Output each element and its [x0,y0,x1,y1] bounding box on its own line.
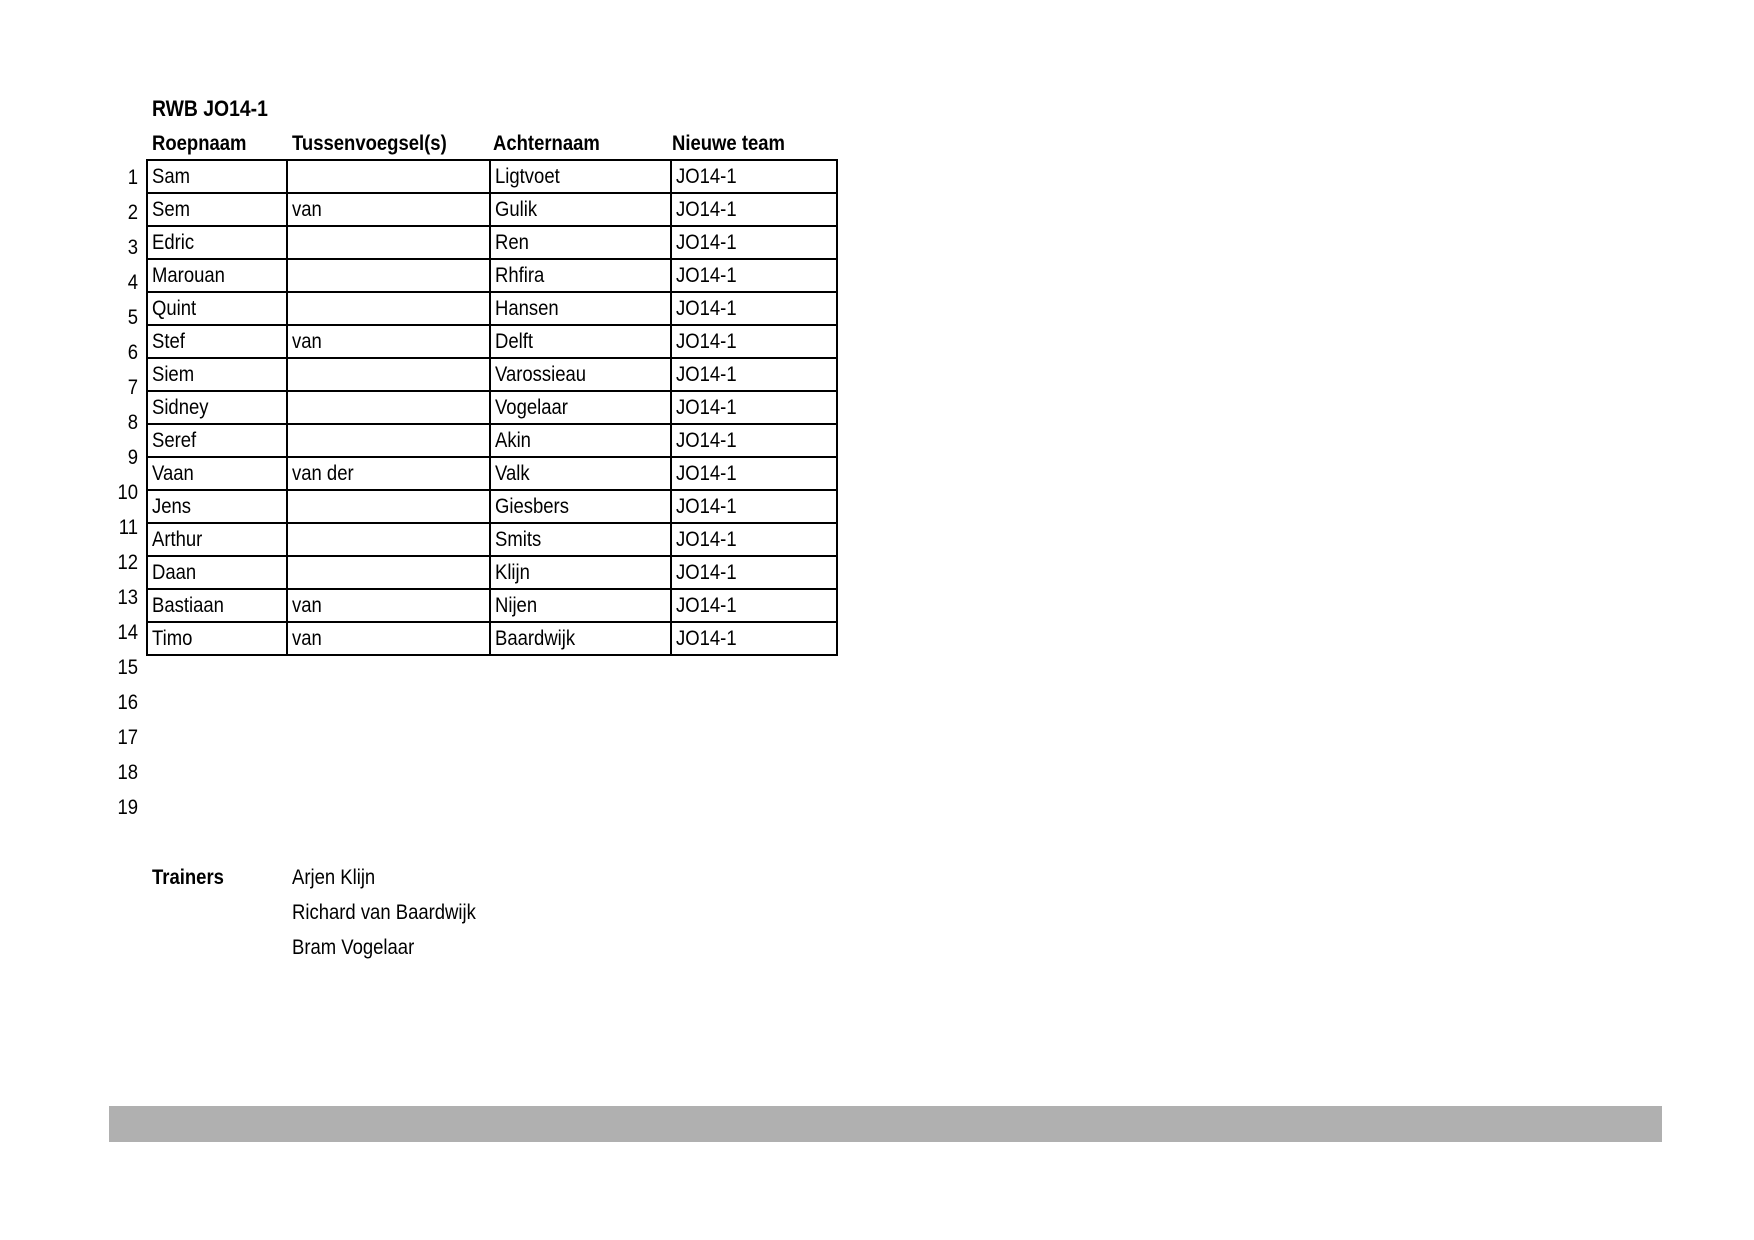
cell-roepnaam-text: Daan [152,561,197,584]
footer-bar [109,1106,1662,1142]
cell-achternaam-text: Ren [495,231,529,254]
cell-nieuwe-team [671,457,837,490]
cell-tussenvoegsel [287,226,490,259]
cell-tussenvoegsel-text: van [292,627,322,650]
row-number: 14 [117,621,138,644]
cell-roepnaam [147,259,287,292]
trainer-name: Arjen Klijn [292,866,376,889]
cell-nieuwe-team [671,391,837,424]
cell-achternaam-text: Nijen [495,594,538,617]
cell-roepnaam [147,490,287,523]
cell-roepnaam [147,226,287,259]
cell-achternaam-text: Vogelaar [495,396,568,419]
cell-achternaam [490,457,671,490]
cell-roepnaam-text: Siem [152,363,195,386]
cell-roepnaam-text: Bastiaan [152,594,224,617]
cell-achternaam [490,424,671,457]
table-row [147,193,837,226]
cell-roepnaam-text: Edric [152,231,195,254]
cell-achternaam-text: Klijn [495,561,530,584]
table-row [147,325,837,358]
row-number: 16 [117,691,138,714]
cell-roepnaam-text: Jens [152,495,192,518]
cell-tussenvoegsel [287,193,490,226]
sheet-title: RWB JO14-1 [152,96,268,121]
cell-achternaam-text: Giesbers [495,495,569,518]
table-row [147,424,837,457]
table-row [147,292,837,325]
cell-nieuwe-team [671,622,837,655]
row-number: 13 [117,586,138,609]
row-number: 10 [117,481,138,504]
cell-achternaam-text: Delft [495,330,534,353]
cell-tussenvoegsel-text: van [292,198,322,221]
cell-tussenvoegsel [287,490,490,523]
cell-nieuwe-team-text: JO14-1 [676,429,737,452]
cell-roepnaam-text: Sem [152,198,191,221]
cell-tussenvoegsel-text: van [292,594,322,617]
cell-tussenvoegsel [287,391,490,424]
column-header-achternaam: Achternaam [493,132,600,155]
trainers-label: Trainers [152,866,224,889]
cell-nieuwe-team-text: JO14-1 [676,528,737,551]
row-number: 17 [117,726,138,749]
trainer-name: Richard van Baardwijk [292,901,476,924]
cell-roepnaam-text: Vaan [152,462,194,485]
row-number: 2 [127,201,138,224]
cell-tussenvoegsel [287,160,490,193]
row-number: 5 [127,306,138,329]
cell-roepnaam [147,292,287,325]
table-row [147,391,837,424]
cell-roepnaam [147,622,287,655]
cell-achternaam-text: Rhfira [495,264,545,287]
table-row [147,589,837,622]
cell-tussenvoegsel-text: van der [292,462,354,485]
table-row [147,622,837,655]
cell-nieuwe-team-text: JO14-1 [676,198,737,221]
cell-nieuwe-team [671,226,837,259]
cell-tussenvoegsel [287,424,490,457]
cell-achternaam [490,358,671,391]
cell-achternaam-text: Ligtvoet [495,165,560,188]
row-number: 7 [127,376,138,399]
cell-nieuwe-team [671,556,837,589]
cell-achternaam-text: Valk [495,462,530,485]
cell-tussenvoegsel [287,589,490,622]
cell-nieuwe-team-text: JO14-1 [676,561,737,584]
row-number: 3 [127,236,138,259]
player-table [146,159,838,656]
row-number: 8 [127,411,138,434]
column-header-tussenvoegsel: Tussenvoegsel(s) [292,132,447,155]
cell-roepnaam [147,193,287,226]
cell-roepnaam-text: Arthur [152,528,203,551]
cell-nieuwe-team [671,193,837,226]
cell-achternaam [490,391,671,424]
row-number: 12 [117,551,138,574]
cell-nieuwe-team-text: JO14-1 [676,231,737,254]
cell-roepnaam [147,457,287,490]
cell-nieuwe-team [671,292,837,325]
cell-nieuwe-team [671,589,837,622]
cell-roepnaam [147,556,287,589]
cell-tussenvoegsel [287,358,490,391]
cell-achternaam-text: Akin [495,429,531,452]
cell-roepnaam [147,325,287,358]
cell-tussenvoegsel-text: van [292,330,322,353]
row-number: 6 [127,341,138,364]
table-row [147,457,837,490]
cell-achternaam-text: Hansen [495,297,559,320]
table-row [147,523,837,556]
player-table-body [147,160,837,655]
cell-tussenvoegsel [287,292,490,325]
trainer-name: Bram Vogelaar [292,936,415,959]
cell-roepnaam-text: Marouan [152,264,225,287]
cell-nieuwe-team [671,358,837,391]
row-number: 15 [117,656,138,679]
cell-tussenvoegsel [287,622,490,655]
cell-achternaam [490,193,671,226]
table-row [147,490,837,523]
cell-nieuwe-team-text: JO14-1 [676,165,737,188]
cell-nieuwe-team-text: JO14-1 [676,594,737,617]
cell-roepnaam [147,358,287,391]
cell-achternaam [490,589,671,622]
table-row [147,556,837,589]
cell-achternaam [490,160,671,193]
row-number: 1 [127,166,138,189]
cell-nieuwe-team-text: JO14-1 [676,495,737,518]
table-row [147,259,837,292]
table-row [147,160,837,193]
cell-achternaam-text: Baardwijk [495,627,576,650]
cell-tussenvoegsel [287,325,490,358]
cell-nieuwe-team-text: JO14-1 [676,363,737,386]
row-number: 18 [117,761,138,784]
cell-roepnaam-text: Sidney [152,396,209,419]
cell-tussenvoegsel [287,457,490,490]
cell-roepnaam-text: Seref [152,429,197,452]
row-number: 19 [117,796,138,819]
table-row [147,358,837,391]
cell-roepnaam [147,589,287,622]
row-number: 9 [127,446,138,469]
cell-nieuwe-team [671,325,837,358]
cell-roepnaam-text: Stef [152,330,185,353]
cell-nieuwe-team-text: JO14-1 [676,264,737,287]
cell-achternaam-text: Varossieau [495,363,587,386]
cell-nieuwe-team [671,259,837,292]
table-row [147,226,837,259]
cell-tussenvoegsel [287,523,490,556]
cell-nieuwe-team-text: JO14-1 [676,330,737,353]
cell-nieuwe-team-text: JO14-1 [676,396,737,419]
cell-achternaam [490,490,671,523]
cell-achternaam [490,259,671,292]
cell-achternaam [490,325,671,358]
cell-nieuwe-team-text: JO14-1 [676,627,737,650]
column-header-nieuwe-team: Nieuwe team [672,132,785,155]
cell-nieuwe-team-text: JO14-1 [676,462,737,485]
cell-roepnaam-text: Sam [152,165,191,188]
cell-nieuwe-team [671,490,837,523]
cell-roepnaam [147,160,287,193]
cell-tussenvoegsel [287,556,490,589]
cell-nieuwe-team-text: JO14-1 [676,297,737,320]
cell-roepnaam [147,391,287,424]
row-number: 11 [118,516,138,539]
cell-achternaam [490,292,671,325]
cell-roepnaam-text: Quint [152,297,197,320]
cell-roepnaam [147,424,287,457]
cell-nieuwe-team [671,160,837,193]
cell-roepnaam-text: Timo [152,627,193,650]
row-number: 4 [127,271,138,294]
cell-achternaam [490,556,671,589]
cell-roepnaam [147,523,287,556]
column-header-roepnaam: Roepnaam [152,132,247,155]
cell-achternaam [490,226,671,259]
cell-achternaam-text: Gulik [495,198,538,221]
cell-achternaam-text: Smits [495,528,542,551]
cell-achternaam [490,523,671,556]
cell-nieuwe-team [671,424,837,457]
cell-tussenvoegsel [287,259,490,292]
cell-nieuwe-team [671,523,837,556]
cell-achternaam [490,622,671,655]
